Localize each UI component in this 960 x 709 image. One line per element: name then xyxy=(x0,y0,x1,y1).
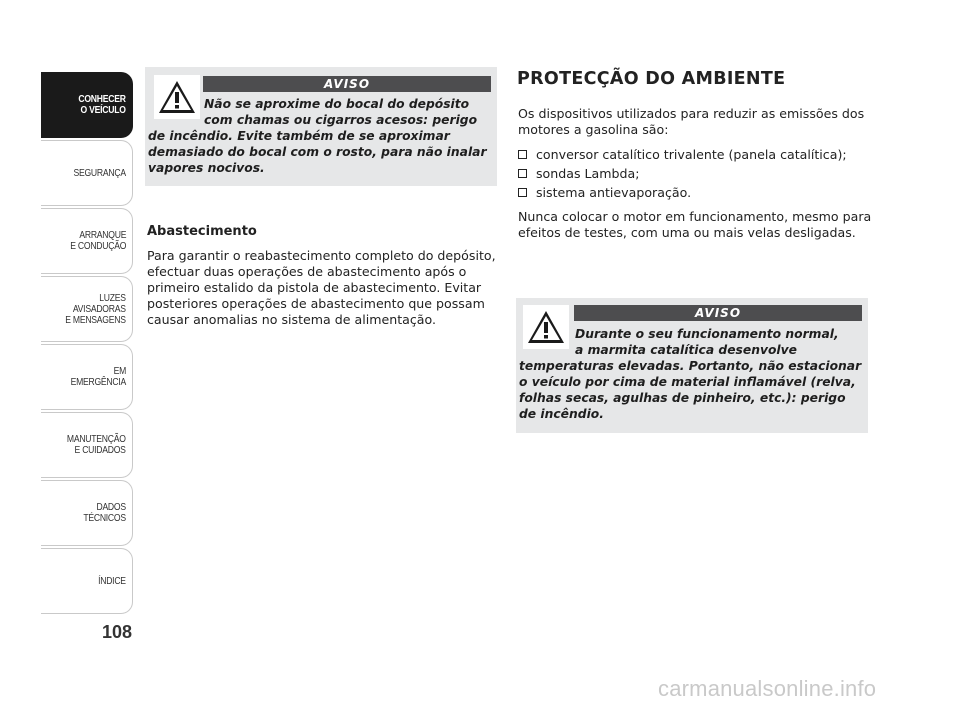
emission-devices-list xyxy=(518,145,847,202)
tab-label: EM EMERGÊNCIA xyxy=(70,365,126,388)
refuelling-paragraph: Para garantir o reabastecimento completo do depósito, efectuar duas operações de abastecimento após o primeiro estalido da pistola de abastecimento. Evitar posteriores operações de abastecimento que possam causar anomalias no sistema de alimentação. xyxy=(147,248,496,327)
tab-label: MANUTENÇÃO E CUIDADOS xyxy=(67,433,126,456)
environment-intro: Os dispositivos utilizados para reduzir as emissões dos motores a gasolina são: xyxy=(518,106,865,137)
checkbox-bullet-icon xyxy=(518,169,527,178)
warning-header: AVISO xyxy=(574,305,862,321)
warning-line: com chamas ou cigarros acesos: perigo xyxy=(204,113,478,127)
tab-arranque-e-conducao[interactable] xyxy=(41,208,133,274)
tab-label: LUZES AVISADORAS E MENSAGENS xyxy=(65,291,126,326)
warning-line: Durante o seu funcionamento normal, xyxy=(575,327,839,341)
list-item xyxy=(518,145,847,164)
tab-indice[interactable] xyxy=(41,548,133,614)
list-item xyxy=(518,183,847,202)
page-number: 108 xyxy=(101,622,132,642)
chapter-sidebar xyxy=(41,72,133,616)
warning-box-refuel xyxy=(145,67,497,186)
watermark: carmanualsonline.info xyxy=(658,676,877,701)
list-item-text: sondas Lambda; xyxy=(536,166,640,181)
checkbox-bullet-icon xyxy=(518,150,527,159)
warning-box-catalytic xyxy=(516,298,868,433)
checkbox-bullet-icon xyxy=(518,188,527,197)
warning-line: a marmita catalítica desenvolve xyxy=(575,343,797,357)
tab-label: SEGURANÇA xyxy=(73,166,126,179)
list-item xyxy=(518,164,847,183)
environment-note: Nunca colocar o motor em funcionamento, mesmo para efeitos de testes, com uma ou mais velas desligadas. xyxy=(518,209,872,240)
page-title: PROTECÇÃO DO AMBIENTE xyxy=(517,69,786,89)
tab-label: CONHECER O VEÍCULO xyxy=(78,93,126,116)
tab-em-emergencia[interactable] xyxy=(41,344,133,410)
warning-rest: de incêndio. Evite também de se aproximar demasiado do bocal com o rosto, para não inalar vapores nocivos. xyxy=(148,129,487,175)
tab-manutencao-e-cuidados[interactable] xyxy=(41,412,133,478)
tab-label: ARRANQUE E CONDUÇÃO xyxy=(70,229,126,252)
warning-header: AVISO xyxy=(203,76,491,92)
warning-text xyxy=(519,326,864,422)
tab-label: ÍNDICE xyxy=(98,574,126,587)
tab-dados-tecnicos[interactable] xyxy=(41,480,133,546)
tab-luzes-avisadoras[interactable] xyxy=(41,276,133,342)
warning-rest: temperaturas elevadas. Portanto, não estacionar o veículo por cima de material inflamável (relva, folhas secas, agulhas de pinheiro, etc.): perigo de incêndio. xyxy=(519,359,862,421)
warning-text xyxy=(148,96,493,176)
warning-line: Não se aproxime do bocal do depósito xyxy=(204,97,470,111)
section-heading-abastecimento: Abastecimento xyxy=(147,224,257,239)
tab-conhecer-o-veiculo[interactable] xyxy=(41,72,133,138)
list-item-text: sistema antievaporação. xyxy=(536,185,692,200)
list-item-text: conversor catalítico trivalente (panela catalítica); xyxy=(536,147,847,162)
tab-label: DADOS TÉCNICOS xyxy=(83,501,126,524)
tab-seguranca[interactable] xyxy=(41,140,133,206)
